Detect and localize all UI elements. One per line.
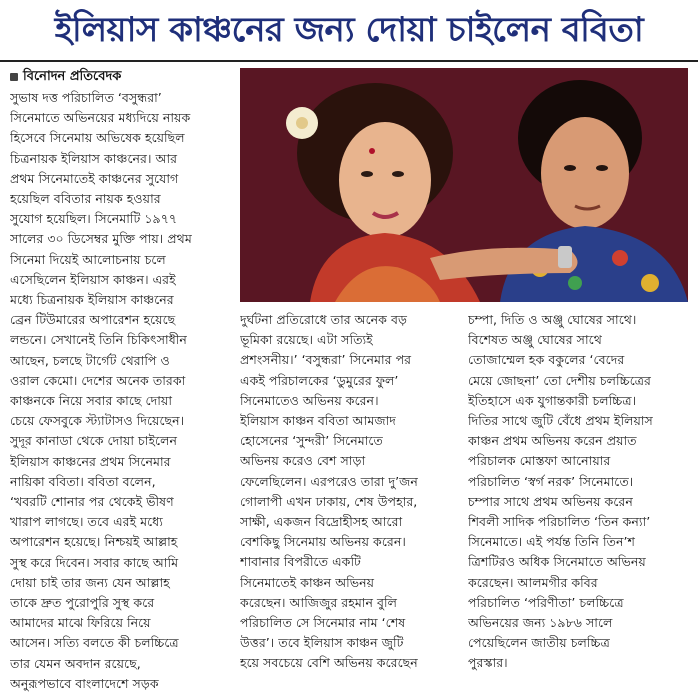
- article-line: ইতিহাসে এক যুগান্তকারী চলচ্চিত্র।: [468, 392, 637, 408]
- article-line: সুযোগ হয়েছিল। সিনেমাটি ১৯৭৭: [10, 211, 178, 227]
- article-line: ত্রিশটিরও অধিক সিনেমাতে অভিনয়: [468, 554, 646, 570]
- article-line: একই পরিচালকের ‘ডুমুরের ফুল’: [240, 372, 399, 388]
- article-line: বেশকিছু সিনেমায় অভিনয় করেন।: [240, 534, 406, 550]
- article-line: ‘খবরটি শোনার পর থেকেই ভীষণ: [10, 494, 174, 510]
- article-line: হয়েছিল ববিতার নায়ক হওয়ার: [10, 191, 161, 207]
- article-line: হয়ে সবচেয়ে বেশি অভিনয় করেছেন: [240, 655, 418, 671]
- byline-text: বিনোদন প্রতিবেদক: [23, 68, 122, 84]
- article-column-2: [240, 310, 460, 674]
- article-line: সিনেমাতেই কাঞ্চন অভিনয়: [240, 574, 375, 590]
- article-line: পরিচালিত ‘স্বর্গ নরক’ সিনেমাতে।: [468, 473, 634, 489]
- article-line: আমাদের মাঝে ফিরিয়ে নিয়ে: [10, 615, 151, 631]
- article-line: শাবানার বিপরীতে একটি: [240, 554, 361, 570]
- article-line: সিনেমাতেও অভিনয় করেন।: [240, 392, 379, 408]
- article-line: অভিনয়ের জন্য ১৯৮৬ সালে: [468, 615, 613, 631]
- article-line: মধ্যে চিত্রনায়ক ইলিয়াস কাঞ্চনের: [10, 292, 174, 308]
- article-column-3: [468, 310, 690, 674]
- article-line: চেয়ে ফেসবুকে স্ট্যাটাসও দিয়েছেন।: [10, 413, 185, 429]
- article-line: কাঞ্চনকে নিয়ে সবার কাছে দোয়া: [10, 393, 172, 409]
- headline-rule: [0, 60, 698, 62]
- article-line: করেছেন। আলমগীর কবির: [468, 574, 598, 590]
- article-line: করেছেন। আজিজুর রহমান বুলি: [240, 594, 397, 610]
- article-line: হিসেবে সিনেমায় অভিষেক হয়েছিল: [10, 130, 185, 146]
- article-line: গোলাপী এখন ঢাকায়, শেষ উপহার,: [240, 493, 418, 509]
- article-line: তাকে দ্রুত পুরোপুরি সুস্থ করে: [10, 595, 155, 611]
- article-line: পরিচালক মোস্তফা আনোয়ার: [468, 453, 611, 469]
- article-line: ভূমিকা রয়েছে। এটা সত্যিই: [240, 332, 373, 348]
- article-line: কাঞ্চন প্রথম অভিনয় করেন প্রয়াত: [468, 433, 637, 449]
- photo-illustration: [240, 68, 688, 302]
- article-column-1: [10, 88, 236, 694]
- article-line: পরিচালিত সে সিনেমার নাম ‘শেষ: [240, 615, 406, 631]
- article-line: সাক্ষী, একজন বিদ্রোহীসহ আরো: [240, 514, 403, 530]
- article-line: বিশেষত অঞ্জু ঘোষের সাথে: [468, 332, 602, 348]
- article-line: নায়িকা ববিতা। ববিতা বলেন,: [10, 473, 156, 489]
- article-line: চিত্রনায়ক ইলিয়াস কাঞ্চনের। আর: [10, 150, 178, 166]
- article-line: সালের ৩০ ডিসেম্বর মুক্তি পায়। প্রথম: [10, 231, 192, 247]
- article-line: দোয়া চাই তার জন্য যেন আল্লাহ: [10, 574, 170, 590]
- article-line: পেয়েছিলেন জাতীয় চলচ্চিত্র: [468, 635, 610, 651]
- article-line: লন্ডনে। সেখানেই তিনি চিকিৎসাধীন: [10, 332, 187, 348]
- article-line: খারাপ লাগছে। তবে এরই মধ্যে: [10, 514, 163, 530]
- article-line: হোসেনের ‘সুন্দরী’ সিনেমাতে: [240, 433, 383, 449]
- article-line: সুভাষ দত্ত পরিচালিত ‘বসুন্ধরা’: [10, 90, 162, 105]
- article-line: তোজাম্মেল হক বকুলের ‘বেদের: [468, 352, 625, 368]
- byline: [10, 68, 240, 86]
- article-line: আছেন, চলছে টার্গেট থেরাপি ও: [10, 352, 170, 368]
- article-line: মেয়ে জোছনা’ তো দেশীয় চলচ্চিত্রের: [468, 372, 651, 388]
- article-line: ইলিয়াস কাঞ্চন ববিতা আমজাদ: [240, 413, 396, 429]
- article-line: সিনেমাতে অভিনয়ের মধ্যদিয়ে নায়ক: [10, 110, 191, 126]
- article-line: সিনেমাতে। এই পর্যন্ত তিনি তিন’শ: [468, 534, 635, 550]
- article-line: উত্তর’। তবে ইলিয়াস কাঞ্চন জুটি: [240, 635, 404, 651]
- article-line: সিনেমা দিয়েই আলোচনায় চলে: [10, 251, 166, 267]
- article-line: সুস্থ করে দিবেন। সবার কাছে আমি: [10, 554, 179, 570]
- article-line: দিতির সাথে জুটি বেঁধে প্রথম ইলিয়াস: [468, 413, 653, 429]
- byline-bullet-icon: [10, 73, 18, 81]
- article-line: অভিনয় করেও বেশ সাড়া: [240, 453, 366, 469]
- article-line: চম্পার সাথে প্রথম অভিনয় করেন: [468, 493, 633, 509]
- article-photo: [240, 68, 688, 302]
- article-line: ইলিয়াস কাঞ্চনের প্রথম সিনেমার: [10, 453, 171, 469]
- article-line: অপারেশন হয়েছে। নিশ্চয়ই আল্লাহ: [10, 534, 178, 550]
- article-line: পুরস্কার।: [468, 655, 508, 671]
- article-line: প্রশংসনীয়।’ ‘বসুন্ধরা’ সিনেমার পর: [240, 352, 412, 368]
- article-line: দুর্ঘটনা প্রতিরোধে তার অনেক বড়: [240, 312, 407, 327]
- article-line: সুদূর কানাডা থেকে দোয়া চাইলেন: [10, 433, 177, 449]
- article-line: ফেলেছিলেন। এরপরেও তারা দু’জন: [240, 473, 418, 489]
- woman-face: [339, 122, 431, 238]
- article-line: আসেন। সত্যি বলতে কী চলচ্চিত্রে: [10, 635, 179, 651]
- man-face: [541, 117, 629, 229]
- article-line: শিবলী সাদিক পরিচালিত ‘তিন কন্যা’: [468, 514, 651, 530]
- article-line: চম্পা, দিতি ও অঞ্জু ঘোষের সাথে।: [468, 312, 637, 327]
- article-line: ব্রেন টিউমারের অপারেশন হয়েছে: [10, 312, 176, 328]
- article-line: তার যেমন অবদান রয়েছে,: [10, 655, 141, 671]
- article-line: অনুরূপভাবে বাংলাদেশে সড়ক: [10, 675, 159, 691]
- article-line: পরিচালিত ‘পরিণীতা’ চলচ্চিত্রে: [468, 594, 624, 610]
- article-line: প্রথম সিনেমাতেই কাঞ্চনের সুযোগ: [10, 170, 179, 186]
- article-line: ওরাল কেমো। দেশের অনেক তারকা: [10, 372, 186, 388]
- article-line: এসেছিলেন ইলিয়াস কাঞ্চন। এরই: [10, 271, 176, 287]
- headline: ইলিয়াস কাঞ্চনের জন্য দোয়া চাইলেন ববিতা: [54, 10, 644, 50]
